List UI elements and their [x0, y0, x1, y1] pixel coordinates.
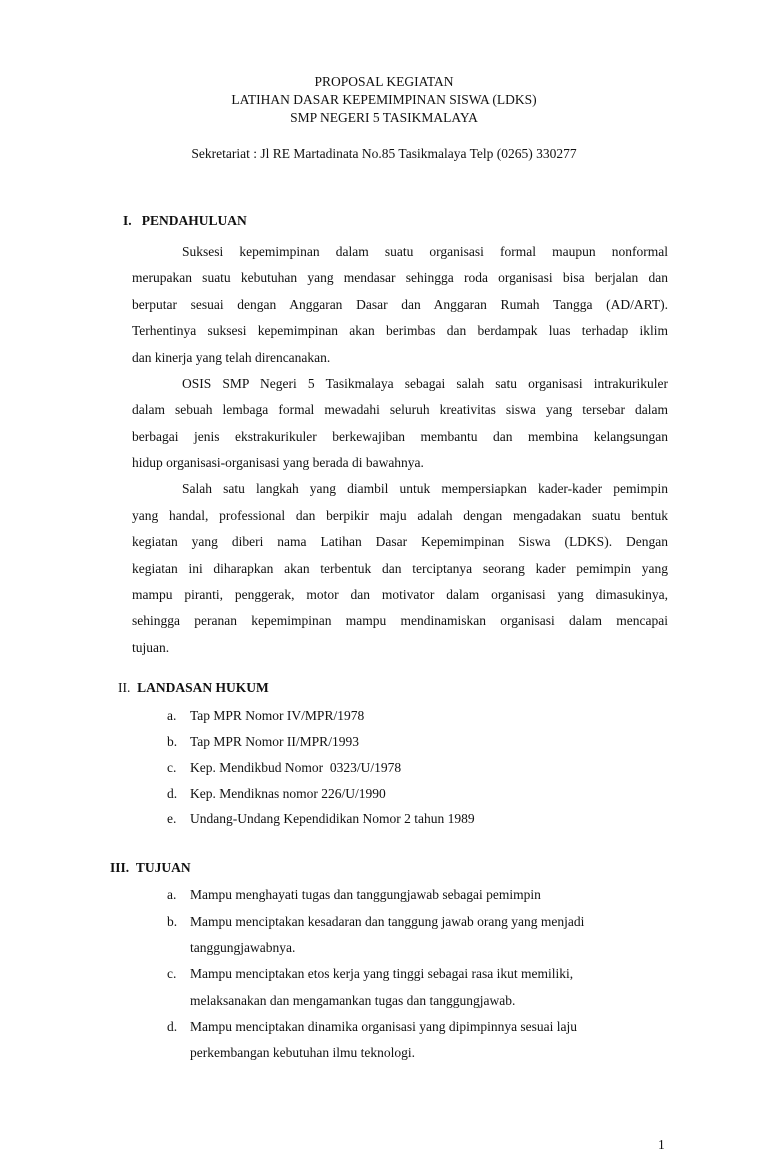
- list-text: Mampu menciptakan kesadaran dan tanggung jawab orang yang menjadi: [190, 914, 585, 929]
- paragraph-line: Terhentinya suksesi kepemimpinan akan berimbas dan berdampak luas terhadap iklim: [132, 323, 668, 338]
- list-letter: d.: [167, 786, 178, 801]
- list-letter: c.: [167, 760, 177, 775]
- list-text: Kep. Mendikbud Nomor 0323/U/1978: [190, 760, 402, 775]
- paragraph-line: sehingga peranan kepemimpinan mampu mendinamiskan organisasi dalam mencapai: [132, 613, 668, 628]
- list-item-continuation: [190, 940, 295, 956]
- section-title: PENDAHULUAN: [141, 213, 247, 228]
- paragraph-line: dalam sebuah lembaga formal mewadahi seluruh kreativitas siswa yang tersebar dalam: [132, 402, 668, 417]
- list-letter: d.: [167, 1019, 178, 1034]
- secretariat-address: Sekretariat : Jl RE Martadinata No.85 Tasikmalaya Telp (0265) 330277: [191, 146, 577, 161]
- section-number: I.: [123, 213, 132, 228]
- paragraph-line: berputar sesuai dengan Anggaran Dasar dan Anggaran Rumah Tangga (AD/ART).: [132, 297, 668, 312]
- list-text: Mampu menghayati tugas dan tanggungjawab sebagai pemimpin: [190, 887, 541, 902]
- paragraph-line: Salah satu langkah yang diambil untuk mempersiapkan kader-kader pemimpin: [182, 481, 668, 496]
- page-number: 1: [658, 1137, 665, 1152]
- list-letter: b.: [167, 914, 178, 929]
- list-text: perkembangan kebutuhan ilmu teknologi.: [190, 1045, 415, 1060]
- paragraph-line: mampu piranti, penggerak, motor dan motivator dalam organisasi yang dimasukinya,: [132, 587, 668, 602]
- section-number: III.: [110, 860, 130, 875]
- list-letter: e.: [167, 811, 177, 826]
- list-text: melaksanakan dan mengamankan tugas dan tanggungjawab.: [190, 993, 516, 1008]
- paragraph-line: kegiatan yang diberi nama Latihan Dasar Kepemimpinan Siswa (LDKS). Dengan: [132, 534, 668, 549]
- list-item-continuation: [190, 993, 515, 1009]
- program-title: LATIHAN DASAR KEPEMIMPINAN SISWA (LDKS): [231, 92, 537, 107]
- paragraph-line: Suksesi kepemimpinan dalam suatu organisasi formal maupun nonformal: [182, 244, 668, 259]
- list-letter: a.: [167, 887, 177, 902]
- list-text: Kep. Mendiknas nomor 226/U/1990: [190, 786, 386, 801]
- section-title: LANDASAN HUKUM: [137, 680, 269, 695]
- list-text: Tap MPR Nomor IV/MPR/1978: [190, 708, 365, 723]
- list-text: Mampu menciptakan dinamika organisasi yang dipimpinnya sesuai laju: [190, 1019, 578, 1034]
- proposal-title: PROPOSAL KEGIATAN: [314, 74, 454, 89]
- list-letter: a.: [167, 708, 177, 723]
- list-text: tanggungjawabnya.: [190, 940, 296, 955]
- paragraph-line: kegiatan ini diharapkan akan terbentuk dan terciptanya seorang kader pemimpin yang: [132, 561, 668, 576]
- list-text: Mampu menciptakan etos kerja yang tinggi sebagai rasa ikut memiliki,: [190, 966, 574, 981]
- paragraph-line: tujuan.: [132, 640, 170, 655]
- school-name: SMP NEGERI 5 TASIKMALAYA: [290, 110, 478, 125]
- list-letter: b.: [167, 734, 178, 749]
- section-number: II.: [118, 680, 131, 695]
- paragraph-line: dan kinerja yang telah direncanakan.: [132, 350, 331, 365]
- list-text: Tap MPR Nomor II/MPR/1993: [190, 734, 359, 749]
- list-letter: c.: [167, 966, 177, 981]
- section-heading-pendahuluan: [123, 213, 247, 229]
- paragraph-line: yang handal, professional dan berpikir maju adalah dengan mengadakan suatu bentuk: [132, 508, 668, 523]
- paragraph-line: merupakan suatu kebutuhan yang mendasar sehingga roda organisasi bisa berjalan dan: [132, 270, 668, 285]
- section-title: TUJUAN: [135, 860, 191, 875]
- section-heading-landasan-hukum: [118, 680, 269, 696]
- list-text: Undang-Undang Kependidikan Nomor 2 tahun 1989: [190, 811, 475, 826]
- paragraph-line: hidup organisasi-organisasi yang berada di bawahnya.: [132, 455, 424, 470]
- list-item-continuation: [190, 1045, 415, 1061]
- paragraph-line: OSIS SMP Negeri 5 Tasikmalaya sebagai salah satu organisasi intrakurikuler: [182, 376, 668, 391]
- paragraph-line: berbagai jenis ekstrakurikuler berkewajiban membantu dan membina kelangsungan: [132, 429, 668, 444]
- section-heading-tujuan: [110, 860, 191, 876]
